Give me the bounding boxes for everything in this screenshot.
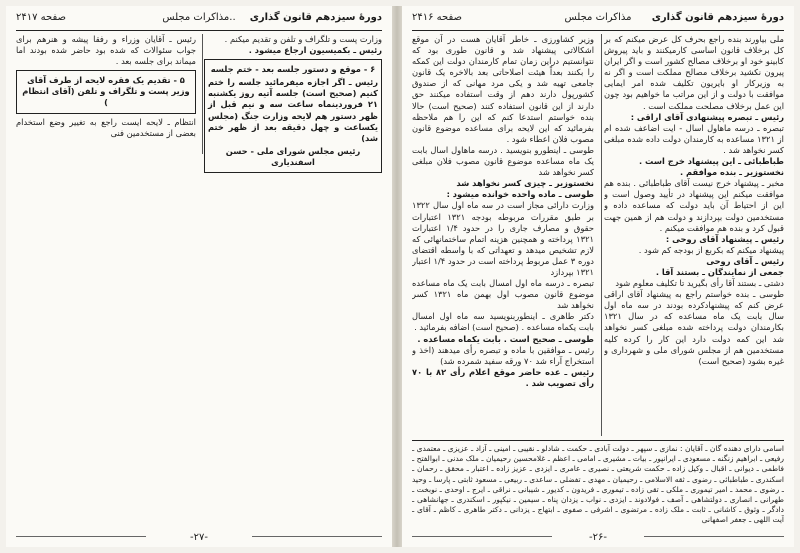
- left-header-title: ..مذاکرات مجلس: [162, 12, 236, 23]
- paragraph: رئیس ـ موافقین با ماده و تبصره رأی میدهند (اخذ و استخراج آراء شد ۷۰ ورقه سفید شمرده شد): [412, 344, 594, 366]
- paragraph: طوسی ـ ماده واحده خوانده میشود :: [446, 189, 594, 200]
- paragraph: ملی بیاورند بنده راجع بحرف کل عرض میکنم که بر کل برخلاف قانون اساسی کارمیکنند و باید پیروش کابینو خود او برخلاف مصالح کشور است و اگر ایران پیرون نکشید برخلاف مصالح مملکت است و اگر نه به وزیرکار او بایریون تکلیف شده امر ایمایی موافقت با دولت و از این مراتب ما خواهیم بود چون این عمل برخلاف مصلحت مملکت است .: [604, 34, 784, 111]
- paragraph: وزارت پست و تلگراف و تلفن و تقدیم میکنم .: [224, 34, 382, 44]
- section-heading: ۵ - تقدیم یک فقره لایحه از طرف آقای وزیر پست و تلگراف و تلفن (آقای انتظام ): [22, 75, 190, 108]
- paragraph: وزیر کشاورزی ـ خاطر آقایان هست در آن موقع اشکالاتی پیشنهاد شد و قانون طوری بود که نتوانستیم دراین زمان تمام کارمندان دولت این کمکه را بکنند بعداً هیئت اصلاحاتی بعد بالاخره یک قانون جامعی تهیه شد و یکی مرد مهانی که از صندوق کشورپول دارند دهم از وقت استفاده میکنند حق دارند از این قانون استفاده کنند (صحیح است) حالا بنده خواستم استدعا کنم که این را هم ملاحظه بفرمائید که این لایحه برای مساعده موضوع قانون مصوب فلان اعطاء شود .: [412, 34, 594, 144]
- section-heading: ۶ - موقع و دستور جلسه بعد - ختم جلسه: [210, 64, 376, 75]
- book-gutter: [392, 6, 402, 547]
- left-page-left-column: [16, 34, 196, 234]
- right-page-left-column: [412, 34, 594, 436]
- right-header-page: صفحه ۲۴۱۶: [412, 12, 463, 23]
- paragraph: رئیس ـ پیشنهاد آقای روحی :: [665, 233, 784, 244]
- paragraph: طوسی ـ صحیح است . بابت یکماه مساعده .: [417, 333, 594, 344]
- voters-intro: اسامی دارای دهنده گان ـ آقایان :: [680, 444, 784, 453]
- paragraph: طوسی ـ بنده خواستم راجع به پیشنهاد آقای اراقی عرض کنم که پیشنهادکرده بودند در سه ماه اول سال بابت یک ماه مساعده که در سال ۱۳۲۱ بکارمندان دولت پرداخته شده مبلغی کسر نخواهد شد این کمه دولت دارد این کار را کرده کلیه مستخدمین هم از مجلس شورای ملی و شهرداری و غیره بشود (صحیح است): [604, 289, 784, 366]
- right-header-series: دورهٔ سیزدهم قانون گذاری: [651, 12, 784, 23]
- voters-names: نمازی ـ سپهر ـ دولت آبادی ـ حکمت ـ شادلو ـ نقیبی ـ امینی ـ آزاد ـ عزیزی ـ معتمدی ـ رفیعی ـ ابراهیم زنگنه ـ مسعودی ـ ایرانپور ـ بیات ـ مشیری ـ امامی ـ اعظم ـ غلامحسین رحیمیان ـ ملک مدنی ـ ابوالفتح ـ فاطمی ـ دیوانی ـ اقبال ـ وکیل زاده ـ حکمت شریعتی ـ نصیری ـ عامری ـ ایزدی ـ عزیز زاده ـ اعتبار ـ محقق ـ رحمان ـ اسکندری ـ طباطبائی ـ رضوی ـ ثقه الاسلامی ـ رحیمیان ـ مهدی ـ تفضلی ـ ساعدی ـ ربیعی ـ مسعود ثابتی ـ پارسا ـ وحید ـ رضوی ـ محمد ـ امیر تیموری ـ ملکی ـ تقی زاده ـ تیموری ـ فریدون ـ کدیور ـ شیبانی ـ نراقی ـ ایرج ـ اوحدی ـ نوبخت ـ طهرانی ـ انصاری ـ دولتشاهی ـ آصف ـ فولادوند ـ ایزدی ـ نواب ـ یزدان پناه ـ سیمین ـ نیکپور ـ اسکندری ـ جهانشاهی ـ دادگر ـ وثوق ـ کاشانی ـ ثابت ـ ملک زاده ـ مرتضوی ـ اشرفی ـ صفوی ـ ابتهاج ـ یزدانی ـ دکتر طاهری ـ کاظم ـ آقای ـ آیت اللهی ـ جعفر اصفهانی: [412, 444, 784, 525]
- right-page-right-column: [604, 34, 784, 436]
- paragraph: تبصره ـ درسه ماه اول امسال بابت یک ماه مساعده موضوع قانون مصوب اول بهمن ماه ۱۳۲۱ کسر نخواهد شد: [412, 278, 594, 311]
- paragraph: پیشنهاد میکنم که بکربع از بودجه کم شود .: [638, 244, 784, 255]
- bill-box: [16, 70, 196, 113]
- column-rule: [202, 34, 203, 154]
- left-page-right-column: [204, 34, 382, 234]
- paragraph: وزارت دارائی مجاز است در سه ماه اول سال ۱۳۲۲ بر طبق مقررات مربوطه بودجه ۱۳۲۱ اعتبارات حقوق و مصارف جاری را در حدود ۱/۴ اعتبارات ۱۳۲۱ پرداخته و همچنین هزینه اتمام ساختمانهائی که لازم تشخیص میدهد و تعهداتی که با واسطه اقتضای دوره ۳ عمل مربوط پرداخته است در حدود ۱/۴ اعتبار ۱۳۲۱ بپردازد: [412, 200, 594, 277]
- right-page-header: [412, 12, 784, 28]
- paragraph: رئیس ـ آقای روحی: [706, 255, 784, 266]
- paragraph: رئیس ـ عده حاضر موقع اعلام رأی ۸۲ با ۷۰ رأی تصویب شد .: [412, 366, 594, 388]
- paragraph: مخبر ـ پیشنهاد خرج نیست آقای طباطبائی . بنده هم موافقت میکنم این پیشنهاد در تأیید وصول است و این از احتیاط آن باید دولت که مساعده داده و مستخدمین دولت بپردازند و دولت هم از همین جهت قبول کرد و بنده هم موافقت میکنم .: [604, 178, 784, 233]
- left-page: [6, 6, 392, 547]
- column-rule: [601, 34, 602, 436]
- paragraph: تبصره ـ درسه ماهاول اسال - ایت اضاعف شده ام از ۱۳۲۱ مساعده به کارمندان دولت داده شده مبلغی کسر نخواهد شد .: [604, 122, 784, 155]
- paragraph: رئیس ـ بکمیسیون ارجاع میشود .: [248, 45, 382, 56]
- header-rule: [412, 30, 784, 31]
- book-spread: [6, 6, 794, 547]
- paragraph: نخستوزیر ـ چیزی کسر نخواهد شد: [456, 178, 594, 189]
- signature: رئیس مجلس شورای ملی - حسن اسفندیاری: [225, 145, 361, 167]
- voters-list: [412, 440, 784, 532]
- paragraph: دشتی ـ بستند آقا رأی بگیرید تا تکلیف معلوم شود: [615, 278, 784, 289]
- paragraph: طوسی ـ اینطورو بنویسید . درسه ماهاول اسال بابت یک ماه مساعده موضوع قانون مصوب فلان مبلغی کسر نخواهد شد: [412, 144, 594, 178]
- left-page-number: -۲۷-: [190, 532, 208, 543]
- header-rule: [16, 30, 382, 31]
- right-page-number: -۲۶-: [589, 532, 607, 543]
- paragraph: دکتر طاهری ـ اینطوربنویسید سه ماه اول امسال بابت یکماه مساعده . (صحیح است) اضافه بفرمائید .: [412, 311, 594, 333]
- paragraph: رئیس ـ آقایان وزراء و رفقا پیشه و هنرهم برای جواب سئوالات که شده بود حاضر شده بودند اما میماند برای جلسه بعد .: [16, 34, 196, 67]
- left-header-series: دورهٔ سیزدهم قانون گذاری: [249, 12, 382, 23]
- right-header-title: مذاکرات مجلس: [564, 12, 632, 23]
- paragraph: جمعی از نمایندگان ـ بستند آقا .: [655, 266, 784, 277]
- right-page: [402, 6, 794, 547]
- paragraph: نخستوزیر ـ بنده موافقم .: [679, 167, 784, 178]
- left-header-page: صفحه ۲۴۱۷: [16, 12, 67, 23]
- paragraph: انتظام ـ لایحه ایست راجع به تغییر وضع استخدام بعضی از مستخدمین فنی: [16, 116, 196, 138]
- paragraph: رئیس ـ تبصره پیشنهادی آقای اراقی :: [630, 111, 784, 122]
- paragraph: طباطبائی ـ این پیشنهاد خرج است .: [639, 156, 784, 167]
- left-page-header: [16, 12, 382, 28]
- session-end-box: [204, 59, 382, 173]
- paragraph: رئیس ـ اگر اجازه میفرمائید جلسه را ختم کنیم (صحیح است) جلسه آتیه روز یکشنبه ۲۱ فروردینماه ساعت سه و نیم قبل از ظهر دستور هم لایحه وزارت جنگ (مجلس یکساعت و چهل دقیقه بعد از ظهر ختم شد): [208, 77, 378, 143]
